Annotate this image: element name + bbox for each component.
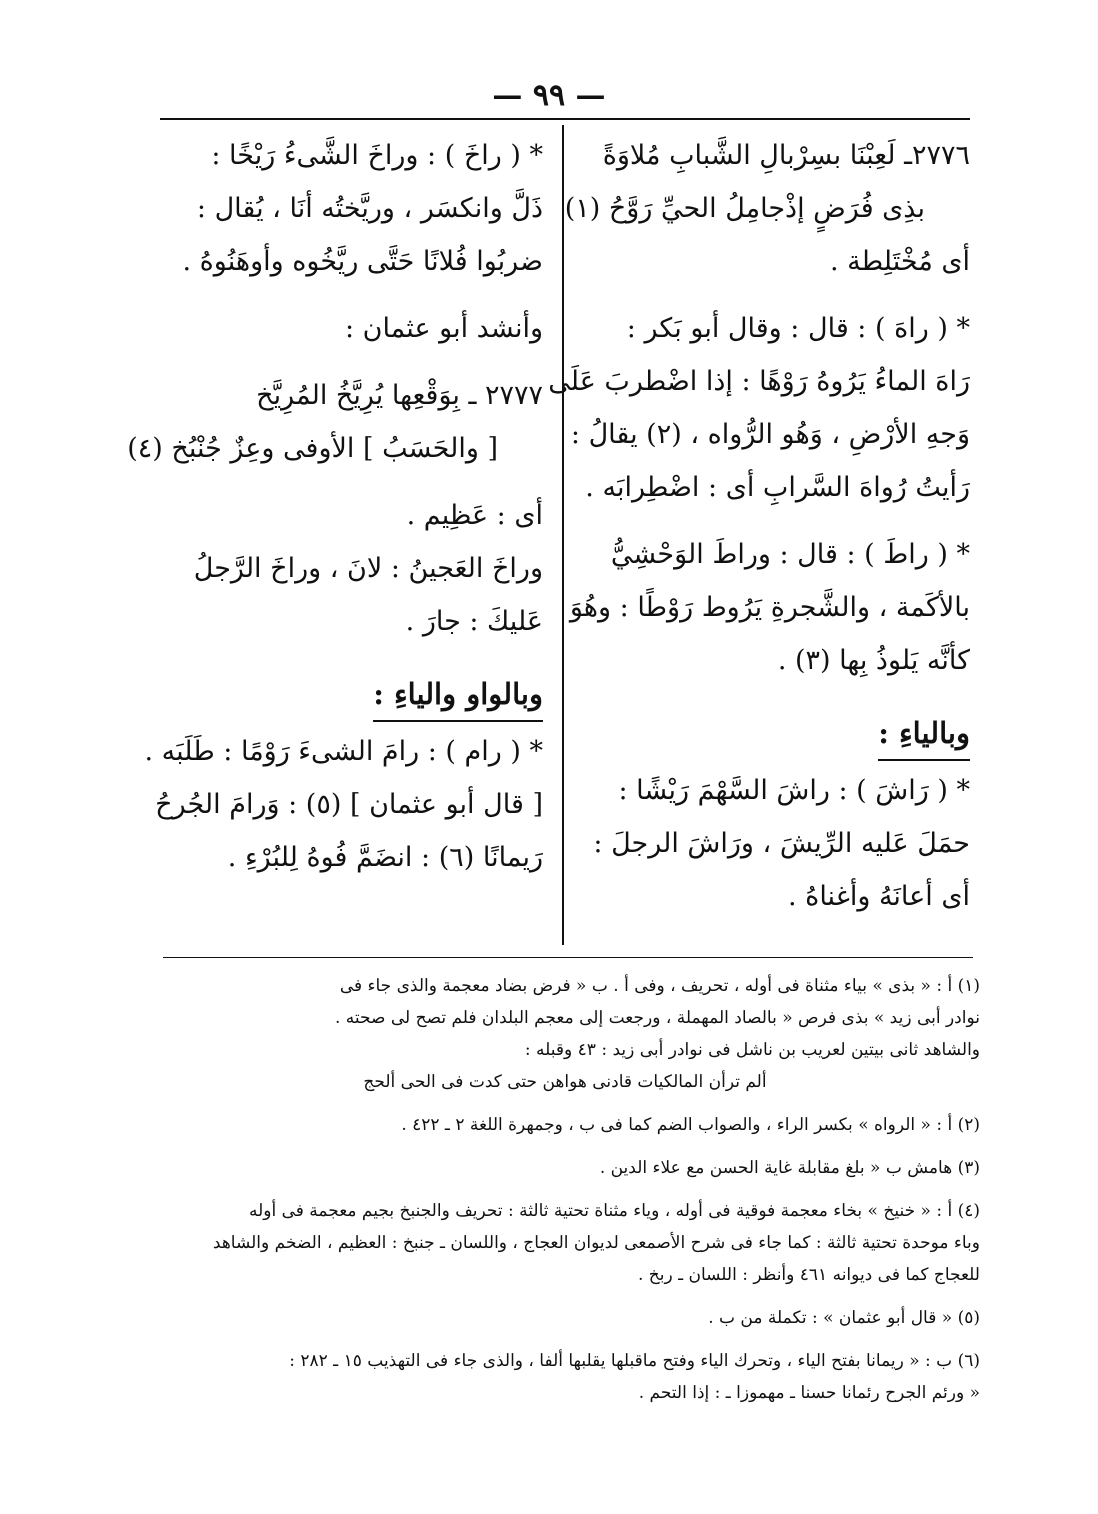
footnote-5 bbox=[150, 1302, 980, 1334]
entry-line: * ( رَاشَ ) : راشَ السَّهْمَ رَيْشًا : bbox=[618, 774, 970, 806]
text-line: أى مُخْتَلِطة . bbox=[830, 246, 970, 277]
section-heading: وبالياءِ : bbox=[878, 716, 970, 761]
text-line: عَليكَ : جارَ . bbox=[405, 606, 543, 637]
verse-line: ٢٧٧٧ ـ بِوَقْعِها يُرِيَّخُ المُرِيَّخ bbox=[256, 380, 543, 411]
footnote-line: (٣) هامش ب « بلغ مقابلة غاية الحسن مع علاء الدين . bbox=[599, 1158, 980, 1178]
footnote-line: (٦) ب : « ريمانا بفتح الياء ، وتحرك الياء وفتح ماقبلها يقلبها ألفا ، والذى جاء فى التهذيب ١٥ ـ ٢٨٢ : bbox=[289, 1351, 980, 1371]
footnote-6 bbox=[150, 1345, 980, 1409]
footnote-4 bbox=[150, 1195, 980, 1291]
text-line: رَاهَ الماءُ يَرُوهُ رَوْهًا : إذا اضْطربَ عَلَى bbox=[548, 366, 970, 397]
text-line: أى أعانَهُ وأغناهُ . bbox=[788, 880, 970, 912]
footnote-line: (٤) أ : « خنيخ » بخاء معجمة فوقية فى أوله ، وياء مثناة تحتية ثالثة : تحريف والجنبخ بجيم معجمة فى أوله bbox=[248, 1201, 980, 1221]
text-line: [ قال أبو عثمان ] (٥) : وَرامَ الجُرحُ bbox=[155, 788, 543, 820]
verse-line: [ والحَسَبُ ] الأوفى وعِزٌ جُنْبُخ (٤) bbox=[127, 433, 498, 464]
text-line: رَيمانًا (٦) : انضَمَّ فُوهُ لِلبُرْءِ . bbox=[227, 841, 543, 873]
entry-line: * ( راطَ ) : قال : وراطَ الوَحْشِيُّ bbox=[610, 539, 970, 570]
column-divider bbox=[562, 125, 564, 945]
text-line: رَأيتُ رُواهَ السَّرابِ أى : اضْطِرابَه . bbox=[585, 472, 970, 503]
footnote-line: (١) أ : « بذى » بياء مثناة فى أوله ، تحريف ، وفى أ . ب « فرض بضاد معجمة والذى جاء فى bbox=[339, 976, 980, 996]
verse-line: ٢٧٧٦ـ لَعِبْنَا بسِرْبالِ الشَّبابِ مُلاوَةً bbox=[602, 140, 970, 171]
text-line: بالأكَمة ، والشَّجرةِ يَرُوط رَوْطًا : وهُوَ bbox=[569, 592, 970, 623]
text-line: وأنشد أبو عثمان : bbox=[344, 313, 543, 344]
footnote-rule bbox=[163, 957, 973, 958]
footnote-line: « ورئم الجرح رئمانا حسنا ـ مهموزا ـ : إذا التحم . bbox=[638, 1383, 980, 1403]
entry-line: * ( راخَ ) : وراخَ الشَّىءُ رَيْخًا : bbox=[211, 140, 543, 171]
footnote-line: للعجاج كما فى ديوانه ٤٦١ وأنظر : اللسان ـ ربخ . bbox=[637, 1265, 980, 1285]
text-line: وَجهِ الأرْضِ ، وَهُو الرُّواه ، (٢) يقالُ : bbox=[570, 419, 970, 450]
footnote-2 bbox=[150, 1109, 980, 1141]
footnote-1 bbox=[150, 970, 980, 1098]
footnote-line: والشاهد ثانى بيتين لعريب بن ناشل فى نوادر أبى زيد : ٤٣ وقبله : bbox=[524, 1040, 980, 1060]
entry-line: * ( رام ) : رامَ الشىءَ رَوْمًا : طَلَبَه . bbox=[144, 735, 543, 767]
text-line: ضربُوا فُلانًا حَتَّى ريَّخُوه وأوهَنُوهُ . bbox=[182, 246, 543, 277]
footnote-3 bbox=[150, 1152, 980, 1184]
footnotes bbox=[150, 970, 980, 1420]
footnote-line: نوادر أبى زيد » بذى فرص « بالصاد المهملة ، ورجعت إلى معجم البلدان فلم تصح لى صحته . bbox=[334, 1008, 980, 1028]
right-column bbox=[548, 140, 970, 934]
section-heading: وبالواو والياءِ : bbox=[373, 677, 543, 722]
entry-line: * ( راهَ ) : قال : وقال أبو بَكر : bbox=[626, 313, 970, 344]
left-column bbox=[127, 140, 543, 895]
footnote-verse: ألم ترأن المالكيات قادنى هواهن حتى كدت فى الحى ألحج bbox=[363, 1072, 767, 1092]
header-rule bbox=[160, 118, 970, 120]
text-line: ذَلَّ وانكسَر ، وريَّختُه أنَا ، يُقال : bbox=[196, 193, 543, 224]
text-line: حمَلَ عَليه الرِّيشَ ، ورَاشَ الرجلَ : bbox=[593, 827, 970, 859]
verse-line: بذِى فُرَضٍ إذْجامِلُ الحيِّ رَوَّحُ (١) bbox=[564, 193, 925, 224]
text-line: أى : عَظِيم . bbox=[406, 500, 543, 531]
text-line: وراخَ العَجينُ : لانَ ، وراخَ الرَّجلُ bbox=[193, 553, 543, 584]
footnote-line: وباء موحدة تحتية ثالثة : كما جاء فى شرح الأصمعى لديوان العجاج ، واللسان ـ جنبخ : العظيم ، الضخم والشاهد bbox=[212, 1233, 980, 1253]
footnote-line: (٢) أ : « الرواه » بكسر الراء ، والصواب الضم كما فى ب ، وجمهرة اللغة ٢ ـ ٤٢٢ . bbox=[401, 1115, 980, 1135]
text-line: كأنَّه يَلوذُ بِها (٣) . bbox=[777, 645, 970, 676]
footnote-line: (٥) « قال أبو عثمان » : تكملة من ب . bbox=[708, 1308, 980, 1328]
page-number: — ٩٩ — bbox=[492, 78, 606, 113]
